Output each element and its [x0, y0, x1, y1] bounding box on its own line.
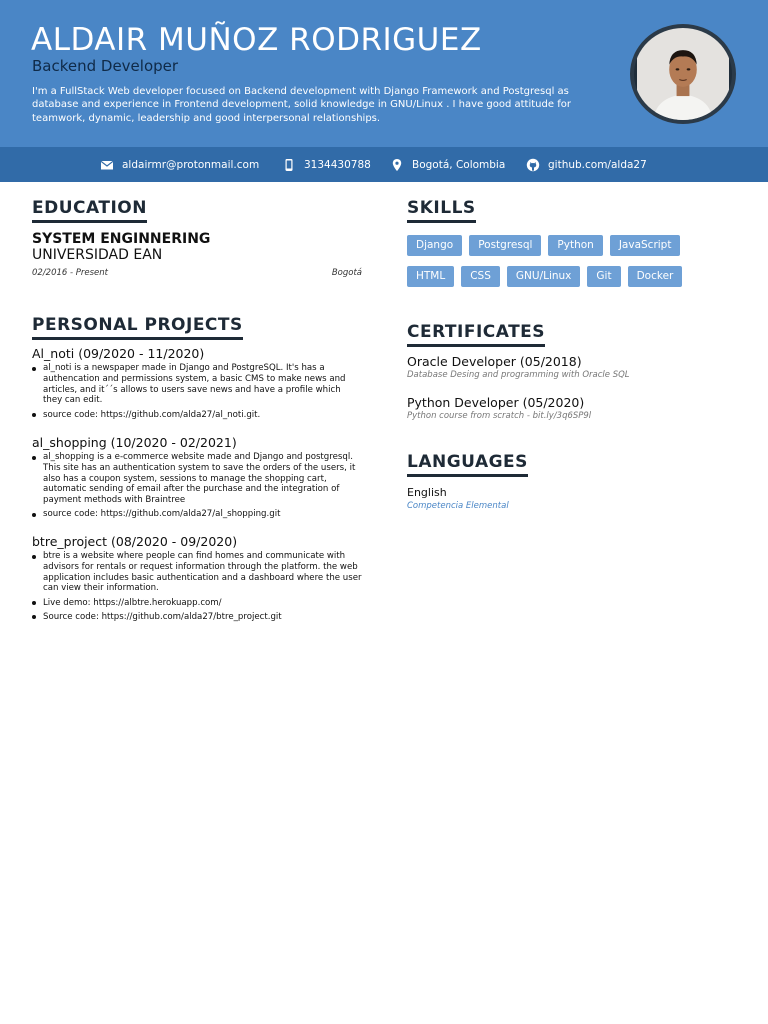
project-source-link[interactable]: Source code: https://github.com/alda27/btre_project.git: [32, 612, 362, 623]
contact-location: [390, 147, 505, 182]
language-name: English: [407, 486, 447, 499]
certificate-description: Python course from scratch - bit.ly/3q6SP9l: [407, 411, 592, 421]
skill-tag: Postgresql: [469, 235, 541, 256]
skill-tag: Docker: [628, 266, 683, 287]
project-bullets: [32, 363, 362, 424]
education-heading: EDUCATION: [32, 198, 147, 223]
contact-email[interactable]: [100, 147, 259, 182]
profile-photo-image: [634, 28, 732, 120]
profile-photo: [630, 24, 736, 124]
certificate-title: Oracle Developer (05/2018): [407, 354, 582, 369]
project-source-link[interactable]: source code: https://github.com/alda27/al_noti.git.: [32, 410, 362, 421]
project-source-link[interactable]: source code: https://github.com/alda27/al_shopping.git: [32, 509, 362, 520]
project-description: btre is a website where people can find homes and communicate with advisors for rentals or request information through the platform. the web application includes basic authentication and a dashboard where the user can view their information.: [32, 551, 362, 594]
envelope-icon: [100, 158, 114, 172]
school-name: UNIVERSIDAD EAN: [32, 247, 163, 263]
project-demo-link[interactable]: Live demo: https://albtre.herokuapp.com/: [32, 598, 362, 609]
project-title: btre_project (08/2020 - 09/2020): [32, 534, 238, 549]
skill-tag: GNU/Linux: [507, 266, 581, 287]
language-level: Competencia Elemental: [407, 501, 509, 511]
phone-text: 3134430788: [304, 158, 371, 171]
github-text: github.com/alda27: [548, 158, 647, 171]
skill-tag: Django: [407, 235, 462, 256]
certificates-heading: CERTIFICATES: [407, 322, 545, 347]
github-icon: [526, 158, 540, 172]
candidate-name: ALDAIR MUÑOZ RODRIGUEZ: [31, 22, 482, 58]
education-dates: 02/2016 - Present: [32, 268, 109, 278]
profile-summary: I'm a FullStack Web developer focused on Backend development with Django Framework and Postgresql as database and experience in Frontend development, solid knowledge in GNU/Linux . I have good attitude for teamwork, dynamic, leadership and good interpersonal relationships.: [32, 86, 571, 124]
project-description: al_shopping is a e-commerce website made and Django and postgresql. This site has an authentication system to save the orders of the users, it also has a coupon system, sessions to manage the shopping cart, automatic sending of email after the purchase and the integration of payment methods with Braintree: [32, 452, 362, 506]
project-title: al_shopping (10/2020 - 02/2021): [32, 435, 237, 450]
certificate-description: Database Desing and programming with Oracle SQL: [407, 370, 630, 380]
phone-icon: [282, 158, 296, 172]
email-text: aldairmr@protonmail.com: [122, 158, 260, 171]
projects-heading: PERSONAL PROJECTS: [32, 315, 243, 340]
degree-title: SYSTEM ENGINNERING: [32, 231, 211, 247]
skills-row: [407, 266, 707, 287]
project-title: Al_noti (09/2020 - 11/2020): [32, 346, 205, 361]
map-pin-icon: [390, 158, 404, 172]
project-bullets: [32, 551, 362, 626]
certificate-title: Python Developer (05/2020): [407, 395, 585, 410]
skill-tag: Git: [587, 266, 620, 287]
skill-tag: JavaScript: [610, 235, 681, 256]
project-description: al_noti is a newspaper made in Django and PostgreSQL. It's has a authencation and permissions system, a basic CMS to make news and articles, and it´´s allows to users save news and have a profile which they can edit.: [32, 363, 362, 406]
skill-tag: Python: [548, 235, 602, 256]
skill-tag: CSS: [461, 266, 500, 287]
project-bullets: [32, 452, 362, 524]
languages-heading: LANGUAGES: [407, 452, 528, 477]
job-title: Backend Developer: [32, 57, 179, 75]
contact-github[interactable]: [526, 147, 647, 182]
contact-phone[interactable]: [282, 147, 371, 182]
education-meta: [32, 268, 362, 278]
skills-heading: SKILLS: [407, 198, 476, 223]
skill-tag: HTML: [407, 266, 454, 287]
skills-list: [407, 235, 707, 297]
contact-bar: [0, 147, 768, 182]
resume-header: [0, 0, 768, 147]
skills-row: [407, 235, 707, 256]
location-text: Bogotá, Colombia: [412, 158, 506, 171]
education-city: Bogotá: [331, 268, 362, 278]
